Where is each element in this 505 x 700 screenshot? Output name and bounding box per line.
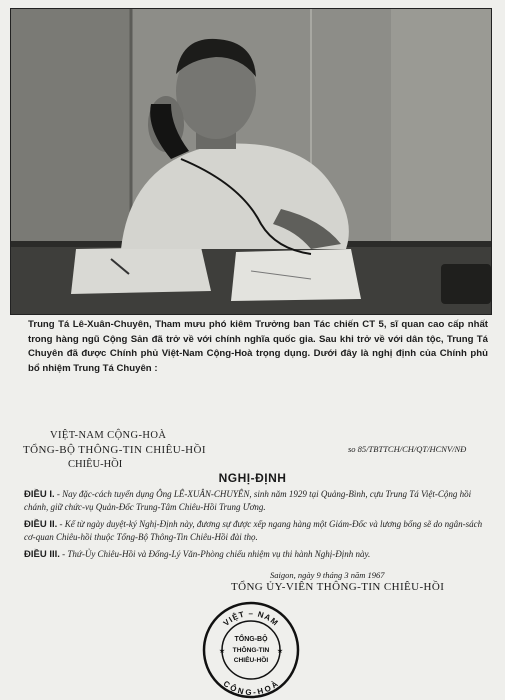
- article-text: - Kể từ ngày duyệt-ký Nghị-Định này, đương sự được xếp ngang hàng một Giám-Đốc và lương bổng sẽ do ngân-sách cơ-quan Chiêu-hồi thuộc Tổng-Bộ Thông-Tin Chiêu-Hồi đài thọ.: [24, 519, 483, 542]
- header-country: VIỆT-NAM CỘNG-HOÀ: [50, 430, 167, 441]
- header-ministry: TỔNG-BỘ THÔNG-TIN CHIÊU-HỒI: [23, 444, 206, 456]
- article-label: ĐIỀU I.: [24, 489, 55, 500]
- article-3: [24, 548, 488, 561]
- svg-text:CỘNG-HOÀ: [222, 679, 281, 697]
- signatory-title: TỔNG ỦY-VIÊN THÔNG-TIN CHIÊU-HỒI: [231, 581, 445, 593]
- official-seal: [201, 600, 301, 700]
- seal-top-text: VIỆT – NAM: [221, 608, 281, 628]
- seal-line-1: TỔNG-BỘ: [234, 636, 268, 643]
- article-label: ĐIỀU II.: [24, 519, 58, 530]
- article-2: [24, 518, 488, 544]
- article-1: [24, 488, 488, 514]
- svg-text:VIỆT – NAM: [222, 609, 281, 628]
- header-office: CHIÊU-HỒI: [68, 459, 123, 470]
- article-label: ĐIỀU III.: [24, 549, 60, 560]
- photo-illustration: [11, 9, 491, 314]
- seal-star-icon: ★: [276, 647, 284, 655]
- seal-star-icon: ★: [218, 647, 226, 655]
- decree-title: NGHỊ-ĐỊNH: [218, 471, 287, 485]
- seal-line-2: THÔNG-TIN: [232, 647, 270, 654]
- seal-bottom-text: CỘNG-HOÀ: [221, 678, 281, 698]
- seal-line-3: CHIÊU-HỒI: [233, 657, 269, 664]
- decree-date: Saigon, ngày 9 tháng 3 năm 1967: [270, 570, 385, 580]
- decree-reference-number: so 85/TBTTCH/CH/QT/HCNV/NĐ: [348, 444, 467, 454]
- photo-caption: Trung Tá Lê-Xuân-Chuyên, Tham mưu phó kiêm Trưởng ban Tác chiến CT 5, sĩ quan cao cấp nhất trong hàng ngũ Cộng Sản đã trở về với chính nghĩa quốc gia. Sau khi trở về với dân tộc, Trung Tá Chuyên đã được Chính phủ Việt-Nam Cộng-Hoà trọng dụng. Dưới đây là nghị định của Chính phủ bổ nhiệm Trung Tá Chuyên :: [28, 319, 488, 374]
- photograph: [10, 8, 492, 315]
- article-text: - Thứ-Ủy Chiêu-Hồi và Đổng-Lý Văn-Phòng chiếu nhiệm vụ thi hành Nghị-Định này.: [62, 549, 371, 559]
- article-text: - Nay đặc-cách tuyển dụng Ông LÊ-XUÂN-CHUYÊN, sinh năm 1929 tại Quảng-Bình, cựu Trung Tá Việt-Cộng hồi chánh, giữ chức-vụ Quản-Đốc Trung-Tâm Chiêu-Hồi Trung Ương.: [24, 489, 472, 512]
